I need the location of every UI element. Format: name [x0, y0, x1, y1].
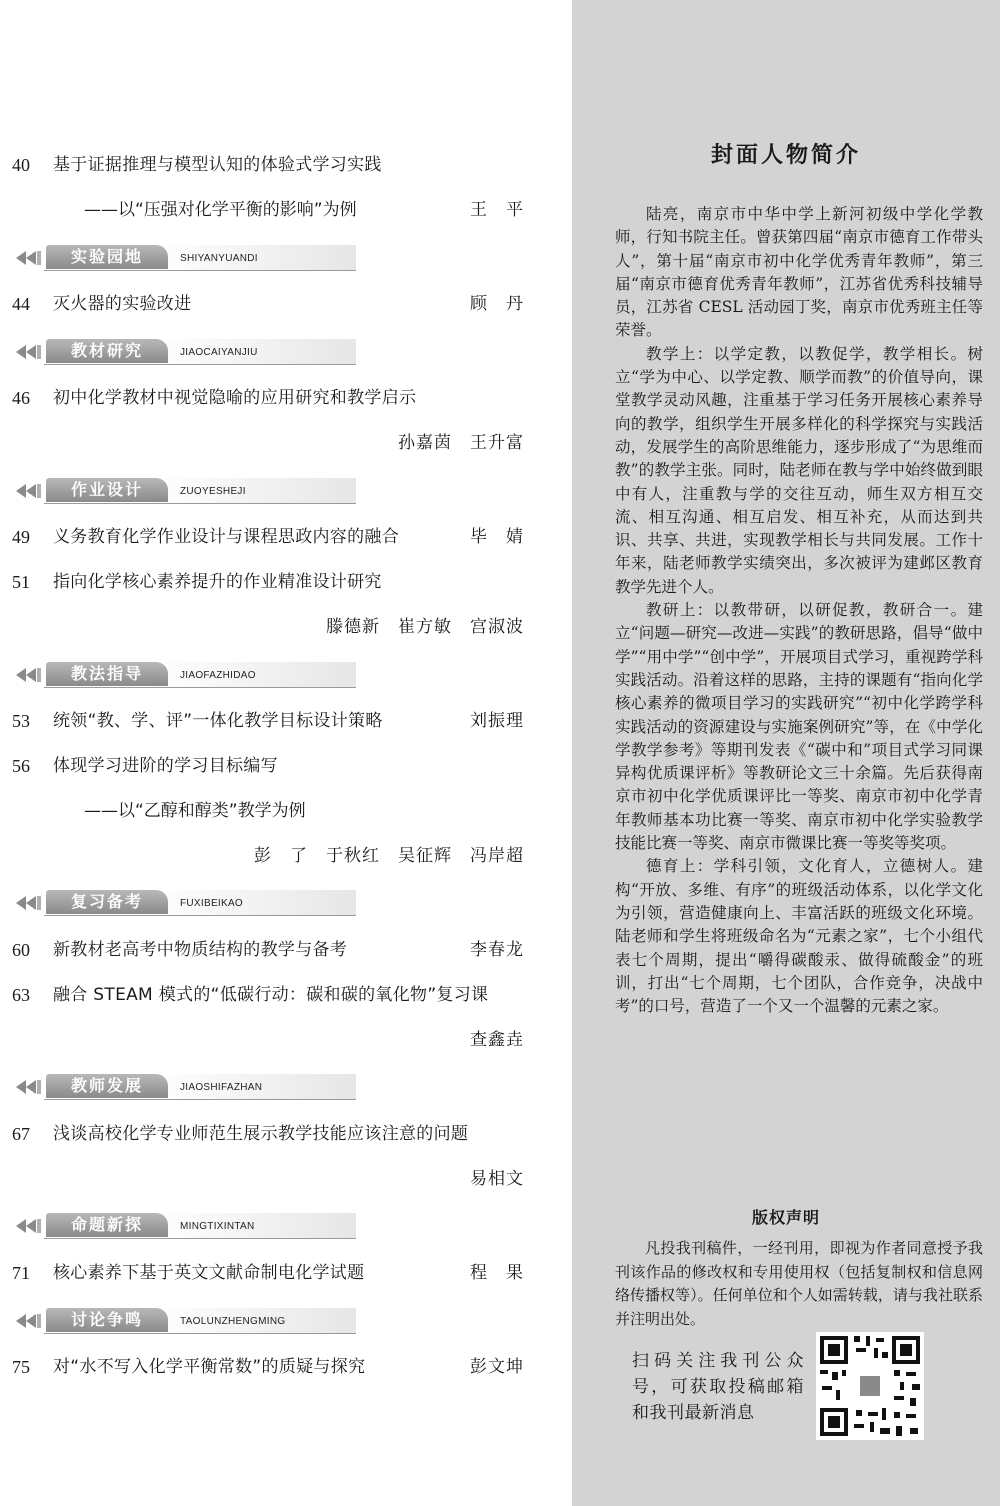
article-subtitle: ——以“压强对化学平衡的影响”为例	[84, 200, 357, 220]
article-author: 彭文坤	[470, 1357, 524, 1377]
double-arrow-icon	[14, 667, 44, 683]
profile-paragraph: 教学上：以学定教，以教促学，教学相长。树立“学为中心、以学定教、顺学而教”的价值导向，课堂教学灵动风趣，注重基于学习任务开展核心素养导向的教学，组织学生开展多样化的科学探究与实践活动，发展学生的高阶思维能力，逐步形成了“为思维而教”的教学主张。同时，陆老师在教与学中始终做到眼中有人，注重教与学的交往互动，师生双方相互交流、相互沟通、相互启发、相互补充，从而达到共识、共享、共进，实现教学相长与共同发展。工作十年来，陆老师教学实绩突出，多次被评为建邺区教育教学先进个人。	[615, 344, 983, 596]
page-number: 63	[12, 985, 30, 1005]
section-header-shiyanyuandi	[14, 245, 356, 271]
article-title[interactable]: 融合 STEAM 模式的“低碳行动：碳和碳的氧化物”复习课	[53, 985, 489, 1005]
section-header-jiaofazhidao	[14, 662, 356, 688]
section-header-mingtixintan	[14, 1213, 356, 1239]
page-number: 67	[12, 1124, 30, 1144]
section-label: 教材研究	[46, 339, 168, 363]
section-label: 命题新探	[46, 1213, 168, 1237]
article-title[interactable]: 指向化学核心素养提升的作业精准设计研究	[53, 572, 382, 592]
toc-entry-53[interactable]	[12, 706, 524, 736]
article-authors: 易相文	[470, 1169, 524, 1189]
cover-profile-sidebar	[572, 0, 1000, 1506]
section-label: 讨论争鸣	[46, 1308, 168, 1332]
double-arrow-icon	[14, 250, 44, 266]
toc-entry-56-subtitle	[12, 796, 524, 826]
section-pinyin: JIAOFAZHIDAO	[180, 670, 256, 681]
article-title[interactable]: 初中化学教材中视觉隐喻的应用研究和教学启示	[53, 388, 417, 408]
article-title[interactable]: 义务教育化学作业设计与课程思政内容的融合	[53, 527, 399, 547]
article-authors: 滕德新 崔方敏 宫淑波	[326, 617, 524, 637]
section-header-fuxibeikao	[14, 890, 356, 916]
article-author: 李春龙	[470, 940, 524, 960]
section-pinyin: JIAOCAIYANJIU	[180, 347, 258, 358]
toc-entry-40[interactable]	[12, 150, 524, 180]
article-title[interactable]: 体现学习进阶的学习目标编写	[53, 756, 278, 776]
section-pinyin: SHIYANYUANDI	[180, 253, 258, 264]
page-number: 44	[12, 294, 30, 314]
toc-entry-51[interactable]	[12, 567, 524, 597]
section-pinyin: ZUOYESHEJI	[180, 486, 246, 497]
profile-paragraph: 德育上：学科引领，文化育人，立德树人。建构“开放、多维、有序”的班级活动体系，以化学文化为引领，营造健康向上、丰富活跃的班级文化环境。陆老师和学生将班级命名为“元素之家”，七个小组代表七个周期，提出“嚼得碳酸汞、做得硫酸金”的班训，打出“七个周期，七个团队，合作竞争，决战中考”的口号，营造了一个又一个温馨的元素之家。	[615, 857, 983, 1016]
article-author: 刘振理	[470, 711, 524, 731]
toc-entry-46[interactable]	[12, 383, 524, 413]
toc-entry-75[interactable]	[12, 1352, 524, 1382]
article-author: 顾 丹	[470, 294, 524, 314]
profile-paragraph: 陆亮，南京市中华中学上新河初级中学化学教师，行知书院主任。曾获第四届“南京市德育工作带头人”，第十届“南京市初中化学优秀青年教师”，第三届“南京市德育优秀青年教师”，江苏省优秀科技辅导员，江苏省 CESL 活动园丁奖，南京市优秀班主任等荣誉。	[615, 205, 983, 340]
double-arrow-icon	[14, 895, 44, 911]
page-number: 46	[12, 388, 30, 408]
section-header-zuoyesheji	[14, 478, 356, 504]
toc-entry-71[interactable]	[12, 1258, 524, 1288]
article-authors: 彭 了 于秋红 吴征辉 冯岸超	[254, 846, 524, 866]
section-pinyin: JIAOSHIFAZHAN	[180, 1082, 263, 1093]
page-number: 49	[12, 527, 30, 547]
toc-entry-63[interactable]	[12, 980, 524, 1010]
article-title[interactable]: 基于证据推理与模型认知的体验式学习实践	[53, 155, 382, 175]
article-author: 程 果	[470, 1263, 524, 1283]
section-pinyin: FUXIBEIKAO	[180, 898, 244, 909]
article-author: 毕 婧	[470, 527, 524, 547]
page-number: 51	[12, 572, 30, 592]
article-title[interactable]: 核心素养下基于英文文献命制电化学试题	[53, 1263, 365, 1283]
page-number: 40	[12, 155, 30, 175]
section-pinyin: TAOLUNZHENGMING	[180, 1316, 286, 1327]
page-number: 60	[12, 940, 30, 960]
toc-entry-49[interactable]	[12, 522, 524, 552]
toc-entry-60[interactable]	[12, 935, 524, 965]
section-label: 作业设计	[46, 478, 168, 502]
double-arrow-icon	[14, 1313, 44, 1329]
scan-prompt: 扫码关注我刊公众号，可获取投稿邮箱和我刊最新消息	[632, 1351, 804, 1423]
toc-entry-67[interactable]	[12, 1119, 524, 1149]
double-arrow-icon	[14, 483, 44, 499]
double-arrow-icon	[14, 344, 44, 360]
article-title[interactable]: 灭火器的实验改进	[53, 294, 192, 314]
section-header-jiaoshifazhan	[14, 1074, 356, 1100]
toc-entry-56[interactable]	[12, 751, 524, 781]
page-number: 56	[12, 756, 30, 776]
section-header-taolunzhengming	[14, 1308, 356, 1334]
article-authors: 查鑫垚	[470, 1030, 524, 1050]
page-number: 53	[12, 711, 30, 731]
double-arrow-icon	[14, 1218, 44, 1234]
page-number: 75	[12, 1357, 30, 1377]
qr-code-icon[interactable]	[816, 1332, 924, 1440]
section-label: 教师发展	[46, 1074, 168, 1098]
article-title[interactable]: 统领“教、学、评”一体化教学目标设计策略	[53, 711, 383, 731]
section-header-jiaocaiyanjiu	[14, 339, 356, 365]
article-title[interactable]: 浅谈高校化学专业师范生展示教学技能应该注意的问题	[53, 1124, 469, 1144]
profile-paragraph: 教研上：以教带研，以研促教，教研合一。建立“问题—研究—改进—实践”的教研思路，倡导“做中学”“用中学”“创中学”，开展项目式学习，重视跨学科实践活动。沿着这样的思路，主持的课题有“指向化学核心素养的微项目学习的实践研究”“初中化学跨学科实践活动的资源建设与实施案例研究”等，在《中学化学教学参考》等期刊发表《“碳中和”项目式学习同课异构优质课评析》等教研论文三十余篇。先后获得南京市初中化学优质课评比一等奖、南京市初中化学青年教师基本功比赛一等奖、南京市初中化学实验教学技能比赛一等奖、南京市微课比赛一等奖等奖项。	[615, 601, 983, 853]
section-label: 教法指导	[46, 662, 168, 686]
profile-title: 封面人物简介	[710, 142, 861, 168]
copyright-title: 版权声明	[751, 1208, 820, 1227]
article-author: 王 平	[470, 200, 524, 220]
section-label: 实验园地	[46, 245, 168, 269]
article-title[interactable]: 新教材老高考中物质结构的教学与备考	[53, 940, 348, 960]
section-pinyin: MINGTIXINTAN	[180, 1221, 255, 1232]
section-label: 复习备考	[46, 890, 168, 914]
article-authors: 孙嘉茵 王升富	[398, 433, 524, 453]
article-subtitle: ——以“乙醇和醇类”教学为例	[84, 801, 306, 821]
copyright-text: 凡投我刊稿件，一经刊用，即视为作者同意授予我刊该作品的修改权和专用使用权（包括复制权和信息网络传播权等）。任何单位和个人如需转载，请与我社联系并注明出处。	[615, 1239, 983, 1328]
page-number: 71	[12, 1263, 30, 1283]
double-arrow-icon	[14, 1079, 44, 1095]
profile-body	[615, 203, 983, 1018]
toc-entry-44[interactable]	[12, 289, 524, 319]
article-title[interactable]: 对“水不写入化学平衡常数”的质疑与探究	[53, 1357, 366, 1377]
toc-entry-40-subtitle	[12, 195, 524, 225]
